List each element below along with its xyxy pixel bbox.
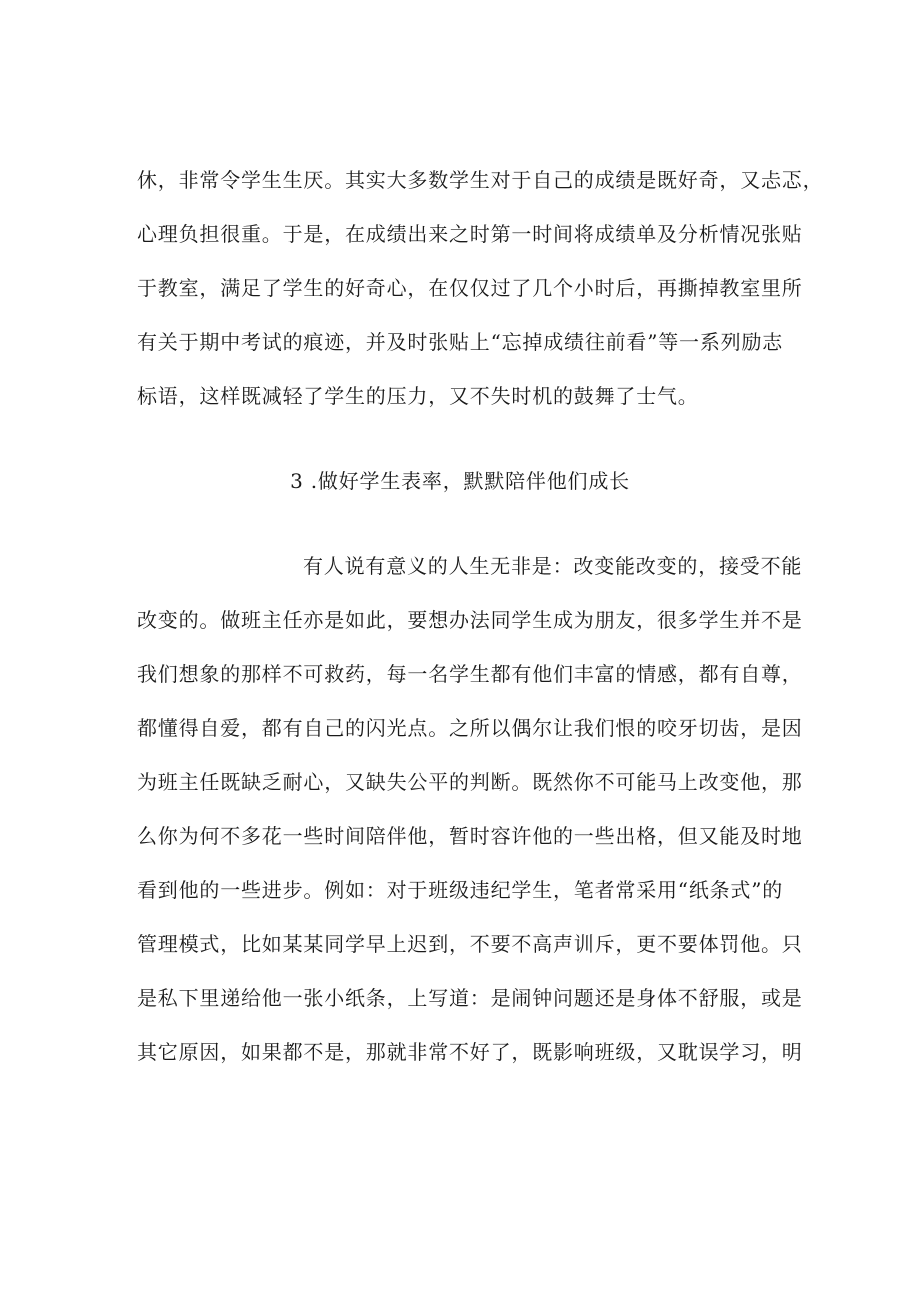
paragraph-2-line-8: 管理模式，比如某某同学早上迟到，不要不高声训斥，更不要体罚他。只 xyxy=(137,932,803,956)
paragraph-2-line-7: 看到他的一些进步。例如：对于班级违纪学生，笔者常采用“纸条式”的 xyxy=(137,878,784,902)
paragraph-2-line-2: 改变的。做班主任亦是如此，要想办法同学生成为朋友，很多学生并不是 xyxy=(137,608,803,632)
paragraph-1-line-5: 标语，这样既减轻了学生的压力，又不失时机的鼓舞了士气。 xyxy=(137,384,699,408)
paragraph-2-line-10: 其它原因，如果都不是，那就非常不好了，既影响班级，又耽误学习，明 xyxy=(137,1040,803,1064)
paragraph-1-line-2: 心理负担很重。于是，在成绩出来之时第一时间将成绩单及分析情况张贴 xyxy=(137,222,803,246)
paragraph-2-line-9: 是私下里递给他一张小纸条，上写道：是闹钟问题还是身体不舒服，或是 xyxy=(137,986,803,1010)
paragraph-1-line-4: 有关于期中考试的痕迹，并及时张贴上“忘掉成绩往前看”等一系列励志 xyxy=(137,330,784,354)
paragraph-1-line-1: 休，非常令学生生厌。其实大多数学生对于自己的成绩是既好奇，又忐忑， xyxy=(137,168,824,192)
paragraph-2-line-6: 么你为何不多花一些时间陪伴他，暂时容许他的一些出格，但又能及时地 xyxy=(137,824,803,848)
paragraph-2-line-5: 为班主任既缺乏耐心，又缺失公平的判断。既然你不可能马上改变他，那 xyxy=(137,770,803,794)
section-heading: 3 .做好学生表率，默默陪伴他们成长 xyxy=(290,469,630,493)
paragraph-2-line-4: 都懂得自爱，都有自己的闪光点。之所以偶尔让我们恨的咬牙切齿，是因 xyxy=(137,716,803,740)
paragraph-1-line-3: 于教室，满足了学生的好奇心，在仅仅过了几个小时后，再撕掉教室里所 xyxy=(137,276,803,300)
paragraph-2-line-1: 有人说有意义的人生无非是：改变能改变的，接受不能 xyxy=(303,554,803,578)
paragraph-2-line-3: 我们想象的那样不可救药，每一名学生都有他们丰富的情感，都有自尊， xyxy=(137,662,803,686)
